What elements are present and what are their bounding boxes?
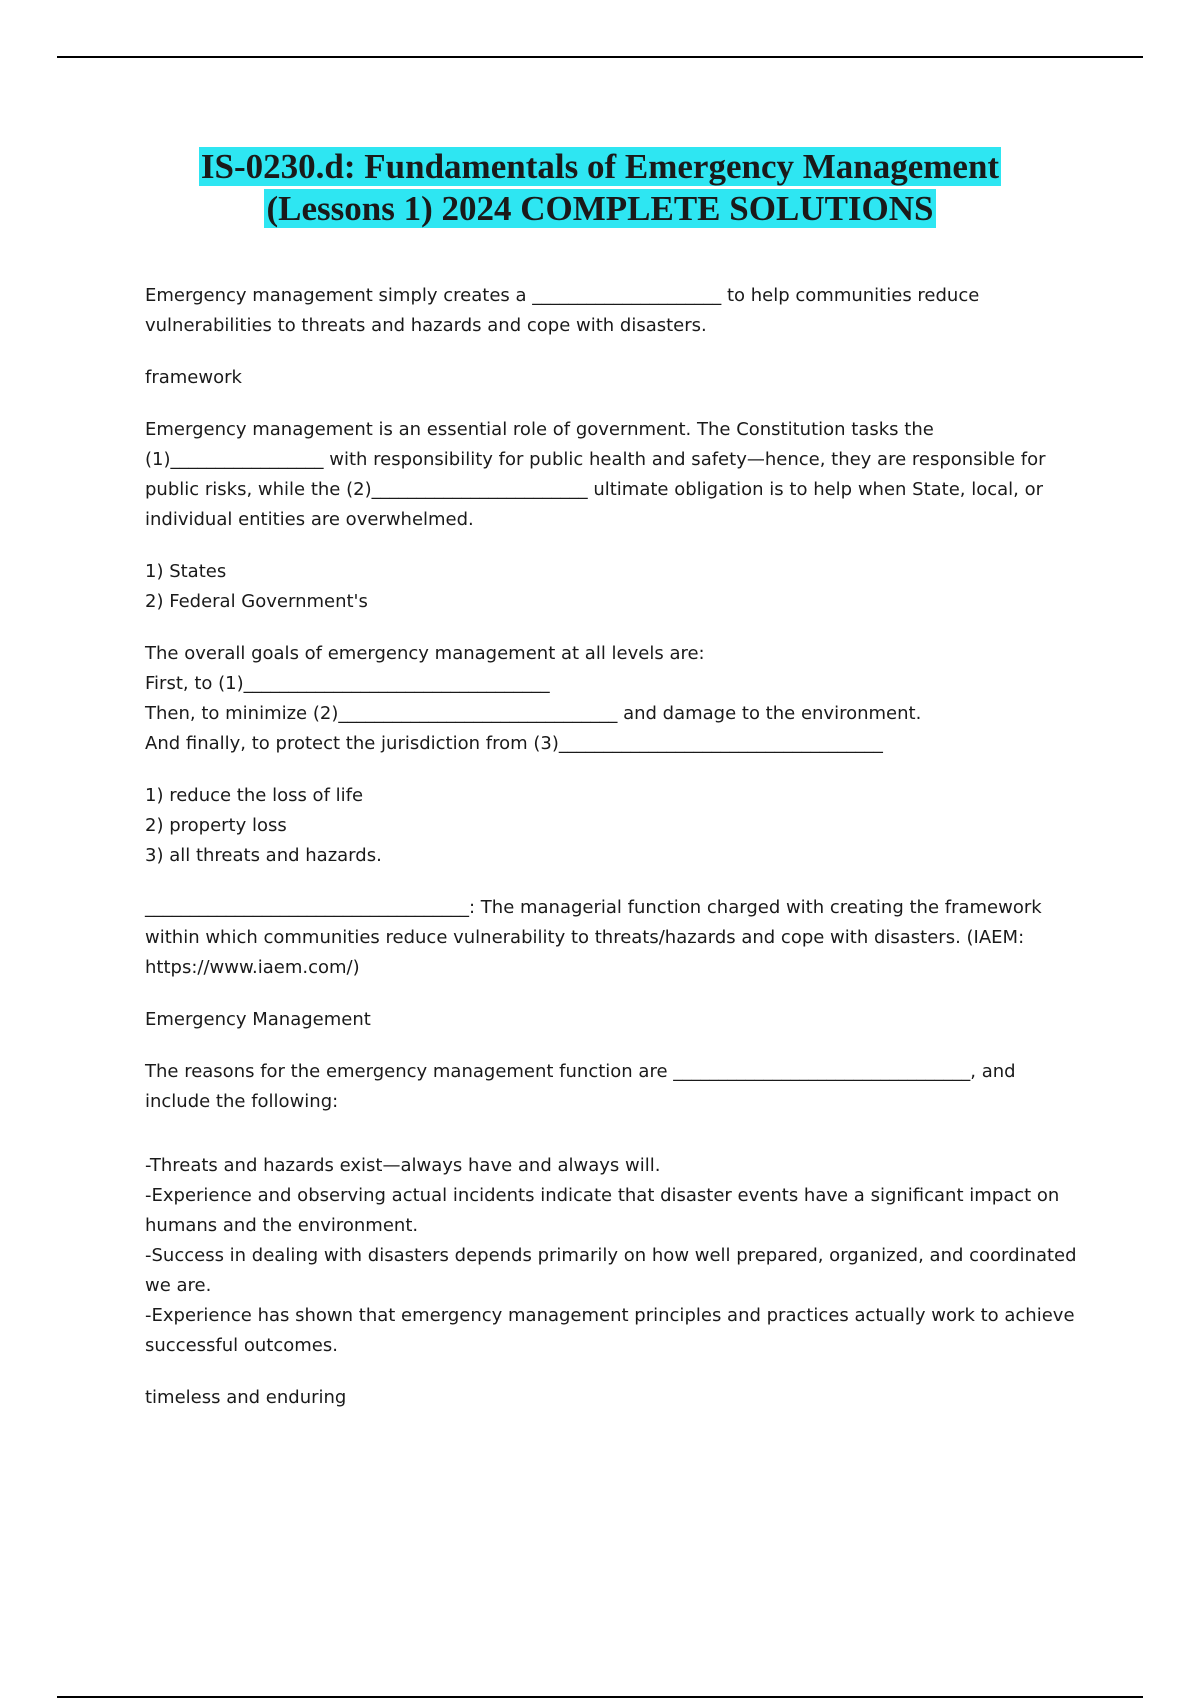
title-line-2: (Lessons 1) 2024 COMPLETE SOLUTIONS [266, 189, 934, 228]
question-5-bullet-1: -Threats and hazards exist—always have and always will. [145, 1155, 661, 1176]
question-3-line-2: First, to (1)__________________________________ [145, 673, 550, 694]
top-rule [57, 56, 1143, 58]
answer-1: framework [145, 367, 242, 388]
question-5-bullet-4: -Experience has shown that emergency management principles and practices actually work to achieve successful outcomes. [145, 1305, 1075, 1356]
question-3-line-3: Then, to minimize (2)_______________________________ and damage to the environment. [145, 703, 922, 724]
question-1: Emergency management simply creates a _____________________ to help communities reduce vulnerabilities to threats and hazards and cope with disasters. [145, 285, 980, 336]
question-3-line-4: And finally, to protect the jurisdiction from (3)____________________________________ [145, 733, 883, 754]
answer-3-line-3: 3) all threats and hazards. [145, 845, 382, 866]
question-5-bullet-2: -Experience and observing actual incidents indicate that disaster events have a significant impact on humans and the environment. [145, 1185, 1060, 1236]
question-3-line-1: The overall goals of emergency management at all levels are: [145, 643, 705, 664]
question-5: The reasons for the emergency management function are _________________________________, and include the following: [145, 1061, 1016, 1112]
question-4: ____________________________________: The managerial function charged with creating the framework within which communities reduce vulnerability to threats/hazards and cope with disasters. (IAEM: https://www.iaem.com/) [145, 897, 1042, 978]
answer-3-line-1: 1) reduce the loss of life [145, 785, 364, 806]
question-5-bullet-3: -Success in dealing with disasters depends primarily on how well prepared, organized, and coordinated we are. [145, 1245, 1077, 1296]
question-2: Emergency management is an essential role of government. The Constitution tasks the (1)_________________ with responsibility for public health and safety—hence, they are responsible for public risks, while the (2)________________________ ultimate obligation is to help when State, local, or individual entities are overwhelmed. [145, 419, 1046, 530]
answer-5: timeless and enduring [145, 1387, 347, 1408]
answer-4: Emergency Management [145, 1009, 371, 1030]
document-title [100, 146, 1100, 230]
answer-3-line-2: 2) property loss [145, 815, 287, 836]
answer-2-line-1: 1) States [145, 561, 227, 582]
answer-2-line-2: 2) Federal Government's [145, 591, 368, 612]
title-line-1: IS-0230.d: Fundamentals of Emergency Management [200, 147, 1000, 186]
bottom-rule [57, 1696, 1143, 1698]
document-body [145, 281, 1080, 1413]
